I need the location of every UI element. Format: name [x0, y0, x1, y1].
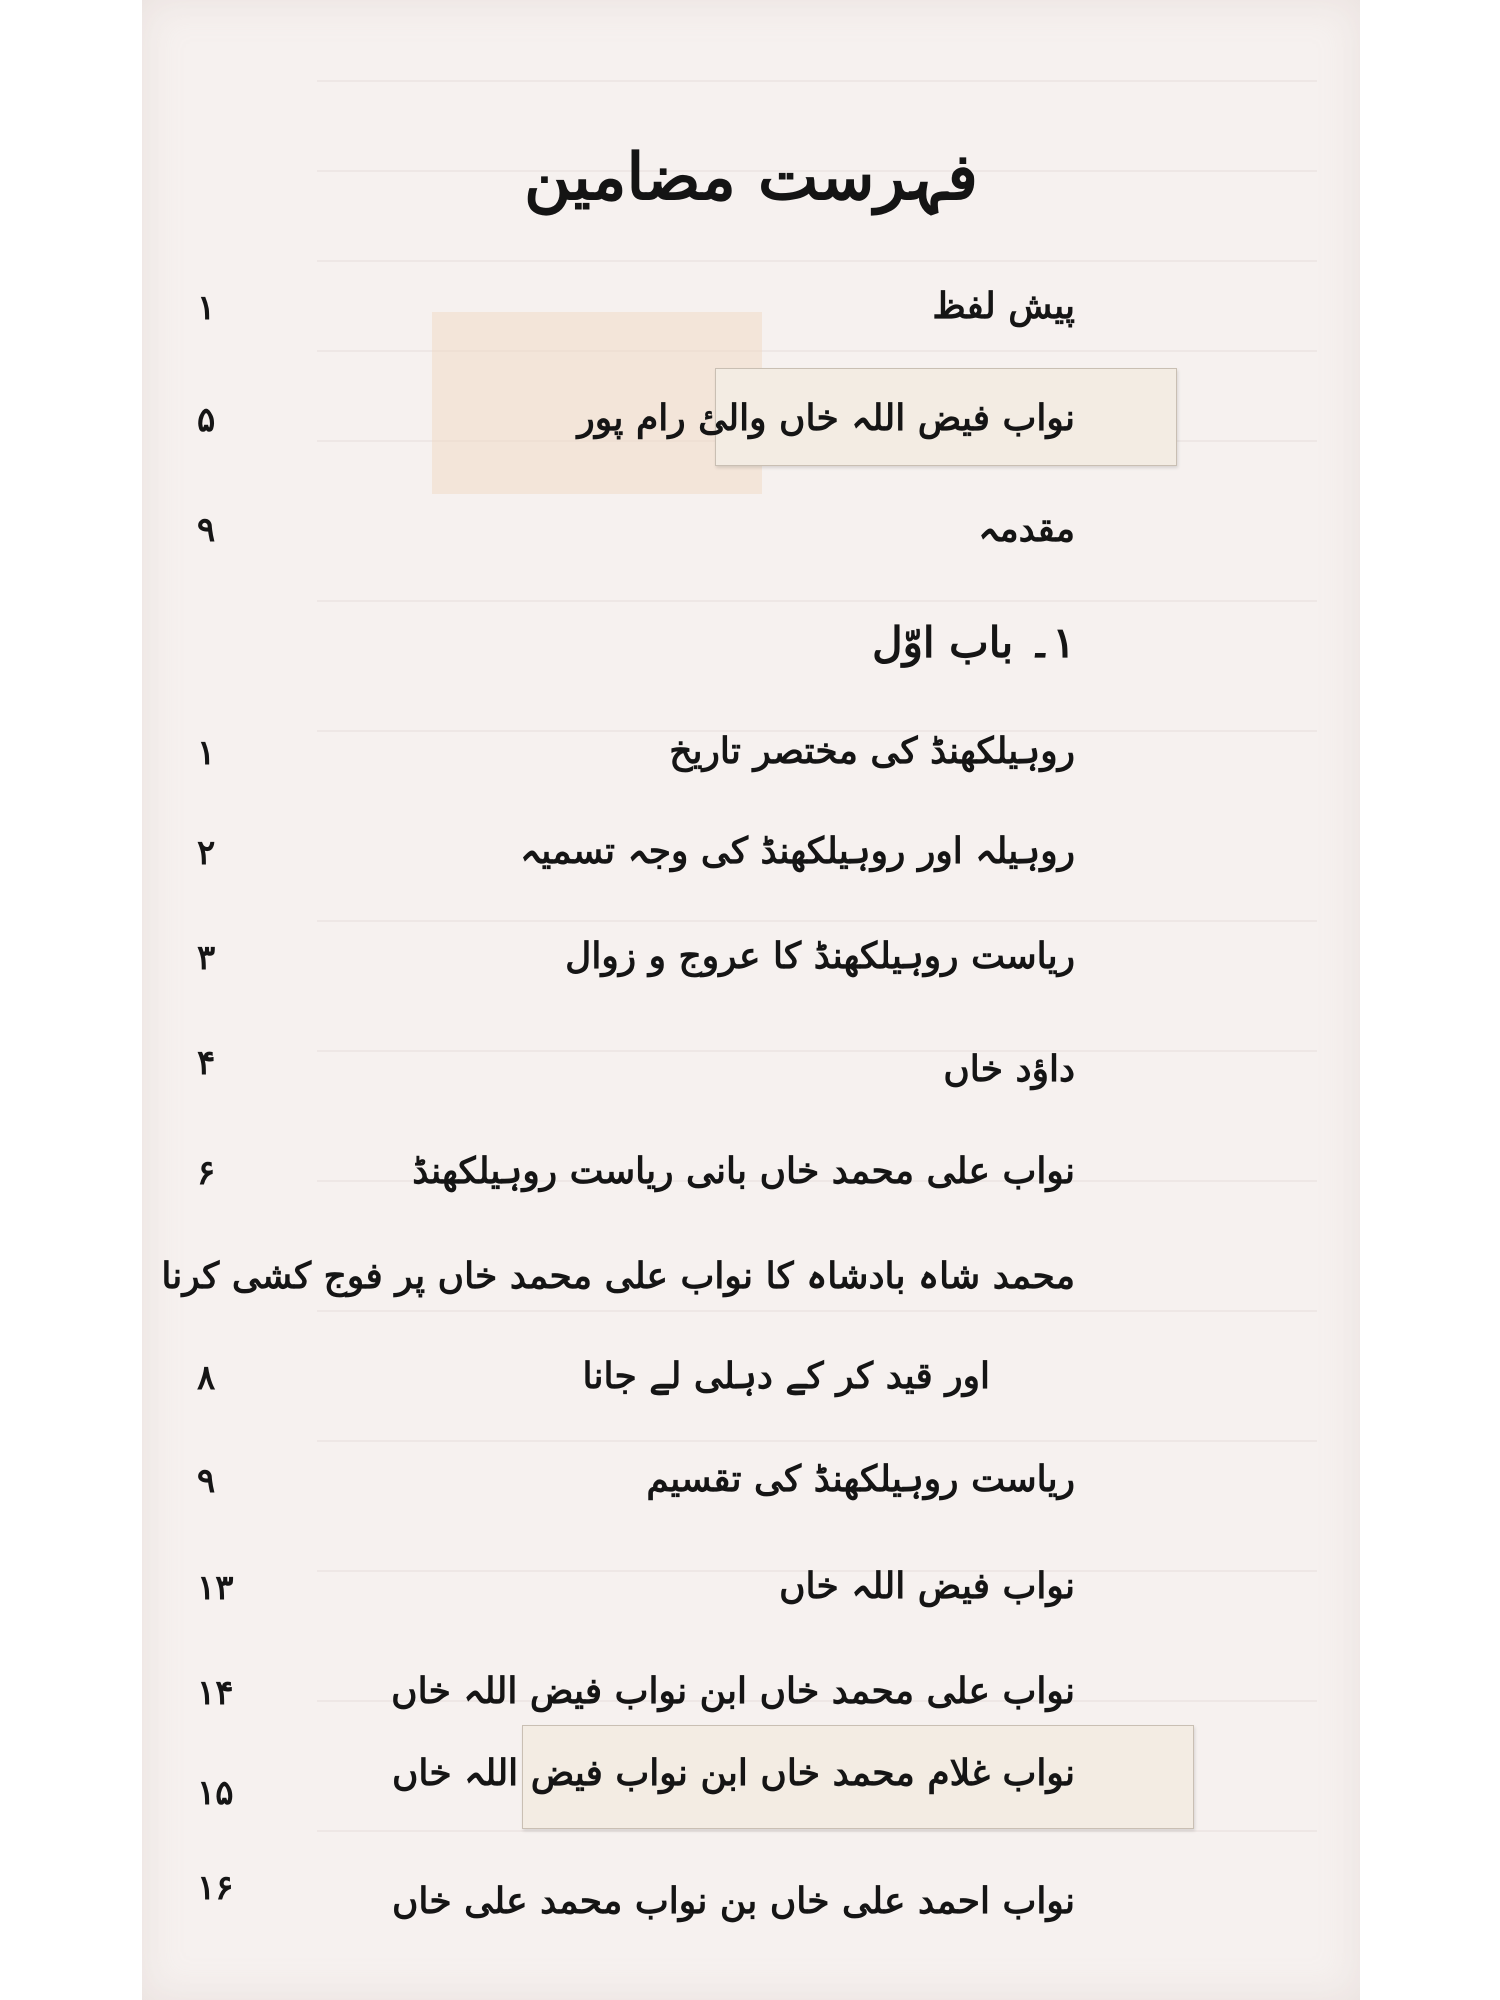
toc-entry-text: داؤد خاں [943, 1048, 1075, 1090]
toc-entry-page: ۱۳ [197, 1568, 234, 1608]
toc-entry-text: ریاست روہیلکھنڈ کی تقسیم [646, 1458, 1075, 1500]
book-page [142, 0, 1360, 2000]
toc-entry-text: نواب فیض اللہ خاں والیٔ رام پور [577, 397, 1075, 439]
toc-entry-text: اور قید کر کے دہلی لے جانا [582, 1355, 990, 1397]
toc-entry-text: روہیلکھنڈ کی مختصر تاریخ [669, 730, 1075, 772]
page-title: فہرست مضامین [524, 140, 978, 215]
toc-entry-page: ۸ [197, 1358, 216, 1398]
toc-entry-page: ۵ [197, 400, 216, 440]
toc-entry-text: مقدمہ [978, 508, 1075, 550]
toc-entry-text: نواب احمد علی خاں بن نواب محمد علی خاں [391, 1880, 1075, 1922]
toc-entry-page: ۹ [197, 510, 216, 550]
toc-entry-page: ۴ [197, 1043, 216, 1083]
toc-entry-text: نواب فیض اللہ خاں [779, 1565, 1075, 1607]
toc-entry-page: ۹ [197, 1461, 216, 1501]
toc-entry-text: روہیلہ اور روہیلکھنڈ کی وجہ تسمیہ [520, 830, 1075, 872]
toc-entry-text: ریاست روہیلکھنڈ کا عروج و زوال [565, 935, 1075, 977]
toc-entry-text: نواب علی محمد خاں ابن نواب فیض اللہ خاں [391, 1670, 1075, 1712]
toc-entry-page: ۲ [197, 833, 216, 873]
toc-entry-page: ۶ [197, 1153, 216, 1193]
toc-entry-page: ۱ [197, 288, 216, 328]
toc-entry-text: محمد شاہ بادشاہ کا نواب علی محمد خاں پر فوج کشی کرنا [161, 1255, 1075, 1297]
toc-entry-page: ۱۴ [197, 1673, 234, 1713]
toc-entry-page: ۱۶ [197, 1868, 234, 1908]
toc-entry-page: ۱ [197, 733, 216, 773]
chapter-heading: ۱۔ باب اوّل [872, 618, 1075, 667]
toc-entry-text: پیش لفظ [932, 285, 1075, 327]
toc-entry-page: ۱۵ [197, 1773, 234, 1813]
toc-entry-page: ۳ [197, 938, 216, 978]
toc-entry-text: نواب غلام محمد خاں ابن نواب فیض اللہ خاں [391, 1752, 1075, 1794]
toc-entry-text: نواب علی محمد خاں بانی ریاست روہیلکھنڈ [412, 1150, 1075, 1192]
